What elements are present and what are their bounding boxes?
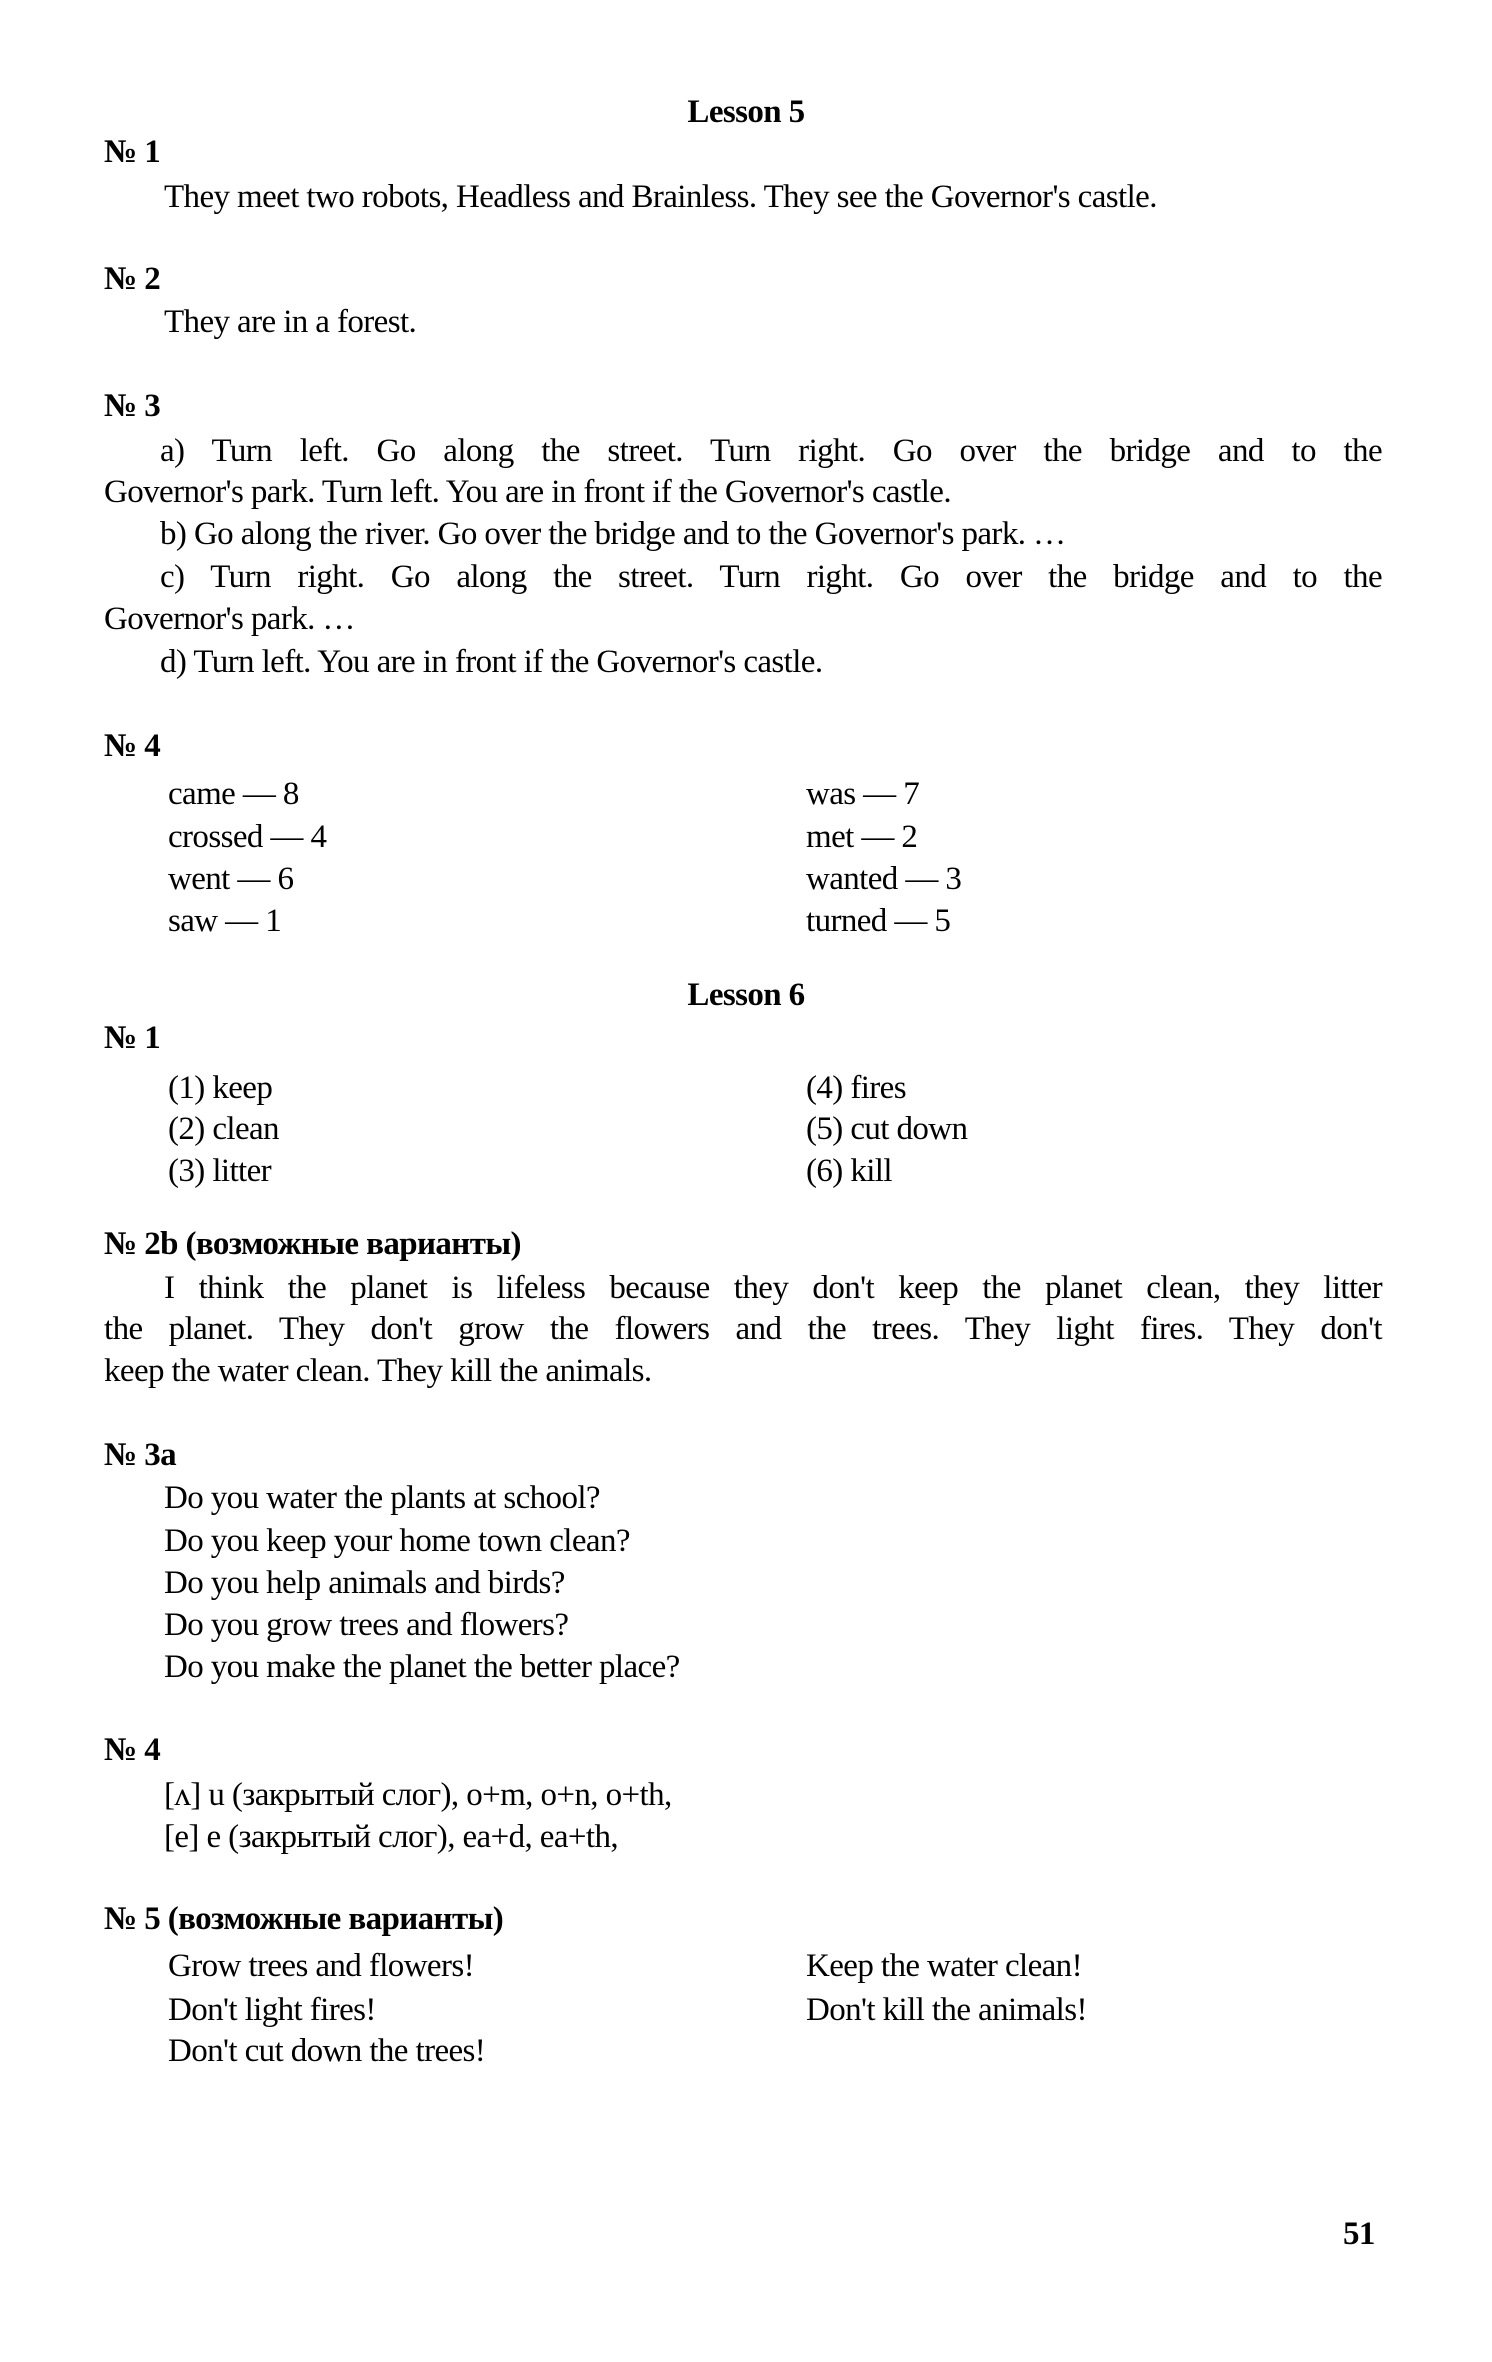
exercise-label: № 5 (возможные варианты) <box>104 1901 504 1937</box>
answer-item: (6) kill <box>806 1153 892 1189</box>
answer-item: turned — 5 <box>806 903 951 939</box>
exercise-label: № 3a <box>104 1437 177 1473</box>
answer-line: the planet. They don't grow the flowers and the trees. They light fires. They don't <box>104 1311 1382 1347</box>
exercise-label: № 4 <box>104 728 161 764</box>
answer-line: I think the planet is lifeless because they don't keep the planet clean, they litter <box>164 1270 1382 1306</box>
exercise-label: № 4 <box>104 1732 161 1768</box>
answer-item: (2) clean <box>168 1111 279 1147</box>
answer-line: a) Turn left. Go along the street. Turn right. Go over the bridge and to the <box>160 433 1382 469</box>
answer-item: was — 7 <box>806 776 920 812</box>
answer-line: [e] e (закрытый слог), ea+d, ea+th, <box>164 1819 619 1855</box>
lesson-5-title: Lesson 5 <box>687 94 805 130</box>
answer-item: Grow trees and flowers! <box>168 1948 475 1984</box>
answer-item: crossed — 4 <box>168 819 327 855</box>
answer-text: They meet two robots, Headless and Brainless. They see the Governor's castle. <box>164 179 1157 215</box>
answer-item: came — 8 <box>168 776 299 812</box>
answer-line: Governor's park. Turn left. You are in front if the Governor's castle. <box>104 474 951 510</box>
answer-line: c) Turn right. Go along the street. Turn right. Go over the bridge and to the <box>160 559 1382 595</box>
answer-line: b) Go along the river. Go over the bridge and to the Governor's park. … <box>160 516 1066 552</box>
exercise-label: № 2 <box>104 261 161 297</box>
answer-item: Keep the water clean! <box>806 1948 1082 1984</box>
answer-line: keep the water clean. They kill the animals. <box>104 1353 652 1389</box>
page-number: 51 <box>1343 2216 1375 2252</box>
answer-text: They are in a forest. <box>164 304 417 340</box>
exercise-label: № 3 <box>104 388 161 424</box>
answer-line: d) Turn left. You are in front if the Governor's castle. <box>160 644 823 680</box>
answer-item: Don't kill the animals! <box>806 1992 1087 2028</box>
answer-item: wanted — 3 <box>806 861 962 897</box>
answer-line: Do you water the plants at school? <box>164 1480 600 1516</box>
answer-item: saw — 1 <box>168 903 282 939</box>
answer-item: (5) cut down <box>806 1111 968 1147</box>
exercise-label: № 2b (возможные варианты) <box>104 1226 521 1262</box>
answer-line: Do you make the planet the better place? <box>164 1649 680 1685</box>
answer-line: Do you keep your home town clean? <box>164 1523 630 1559</box>
answer-item: Don't light fires! <box>168 1992 376 2028</box>
lesson-6-title: Lesson 6 <box>687 977 805 1013</box>
answer-item: (1) keep <box>168 1070 273 1106</box>
answer-line: Governor's park. … <box>104 601 355 637</box>
answer-line: Do you help animals and birds? <box>164 1565 565 1601</box>
answer-line: [ʌ] u (закрытый слог), o+m, o+n, o+th, <box>164 1777 672 1813</box>
answer-item: went — 6 <box>168 861 294 897</box>
answer-item: met — 2 <box>806 819 918 855</box>
answer-item: Don't cut down the trees! <box>168 2033 486 2069</box>
answer-line: Do you grow trees and flowers? <box>164 1607 569 1643</box>
answer-item: (4) fires <box>806 1070 906 1106</box>
answer-item: (3) litter <box>168 1153 272 1189</box>
exercise-label: № 1 <box>104 134 161 170</box>
exercise-label: № 1 <box>104 1020 161 1056</box>
